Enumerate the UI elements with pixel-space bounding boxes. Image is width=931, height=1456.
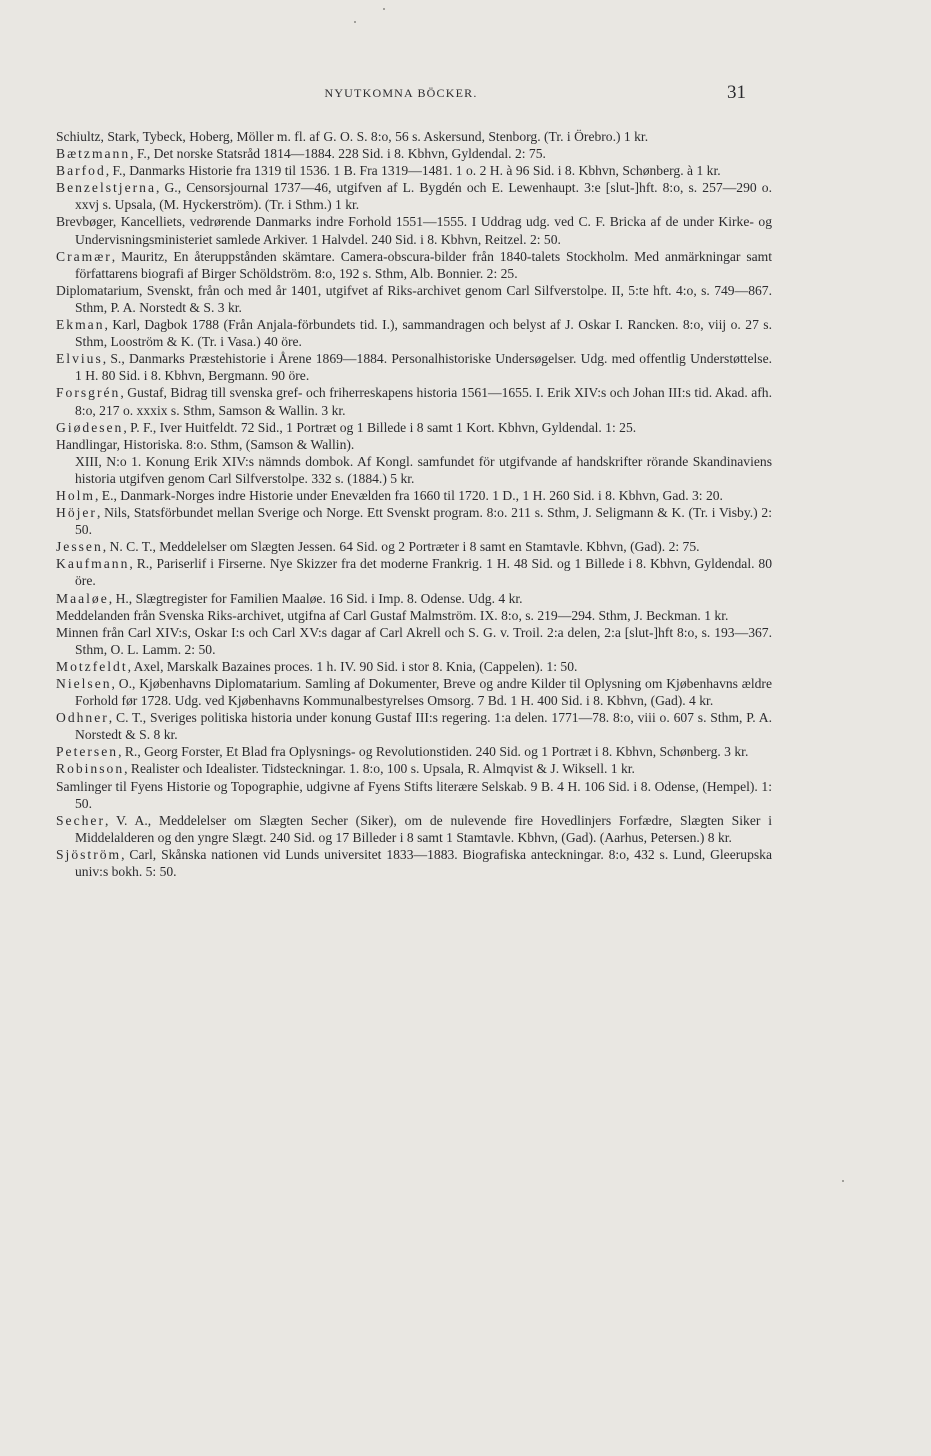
bibliography-entry: [56, 282, 772, 316]
bibliography-entry: [56, 709, 772, 743]
page-header: [56, 82, 746, 104]
bibliography-subentry: [56, 453, 772, 487]
entry-text: , Karl, Dagbok 1788 (Från Anjala-förbundets tid. I.), sammandragen och belyst af J. Oskar I. Rancken. 8:o, viij o. 27 s. Sthm, Looström & K. (Tr. i Vasa.) 40 öre.: [75, 317, 772, 350]
entry-text: , V. A., Meddelelser om Slægten Secher (Siker), om de nulevende fire Hovedlinjers Forfædre, Slægten Siker i Middelalderen og den yngre Slægt. 240 Sid. og 17 Billeder i 8 samt 1 Stamtavle. Kbhvn, (Gad). (Aarhus, Petersen.) 8 kr.: [75, 812, 772, 845]
entry-lead: Meddelanden från Svenska Riks-archivet, utgifna af Carl Gustaf Malmström. IX. 8:o, s. 219—294. Sthm, J. Beckman. 1 kr.: [56, 607, 729, 623]
bibliography-entry: [56, 145, 772, 162]
bibliography-list: [56, 128, 772, 880]
bibliography-entry: [56, 384, 772, 418]
bibliography-entry: [56, 179, 772, 213]
entry-text: , C. T., Sveriges politiska historia under konung Gustaf III:s regering. 1:a delen. 1771—78. 8:o, viii o. 607 s. Sthm, P. A. Norstedt & S. 8 kr.: [75, 710, 772, 743]
entry-lead: Schiultz, Stark, Tybeck, Hoberg, Möller m. fl. af G. O. S. 8:o, 56 s. Askersund, Stenborg. (Tr. i Örebro.) 1 kr.: [56, 129, 649, 144]
bibliography-entry: [56, 538, 772, 555]
entry-author: Höjer: [56, 505, 97, 521]
bibliography-entry: [56, 812, 772, 846]
bibliography-entry: [56, 675, 772, 709]
entry-text: , R., Georg Forster, Et Blad fra Oplysnings- og Revolutionstiden. 240 Sid. og 1 Portræt i 8. Kbhvn, Schønberg. 3 kr.: [118, 744, 749, 760]
entry-text: , N. C. T., Meddelelser om Slægten Jessen. 64 Sid. og 2 Portræter i 8 samt en Stamtavle. Kbhvn, (Gad). 2: 75.: [102, 539, 700, 555]
entry-author: Ekman: [56, 317, 105, 333]
entry-text: , R., Pariserlif i Firserne. Nye Skizzer fra det moderne Frankrig. 1 H. 48 Sid. og 1 Billede i 8. Kbhvn, Gyldendal. 80 öre.: [75, 556, 772, 589]
bibliography-entry: [56, 590, 772, 607]
running-title: NYUTKOMNA BÖCKER.: [324, 86, 478, 100]
entry-author: Motzfeldt: [56, 658, 128, 674]
entry-author: Maaløe: [56, 590, 109, 606]
entry-lead: Minnen från Carl XIV:s, Oskar I:s och Carl XV:s dagar af Carl Akrell och S. G. v. Troil. 2:a delen, 2:a [slut-]hft 8:o, s. 193—367. Sthm, O. L. Lamm. 2: 50.: [56, 624, 772, 657]
bibliography-entry: [56, 607, 772, 624]
entry-text: , Mauritz, En återuppstånden skämtare. Camera-obscura-bilder från 1840-talets Stockholm. Med anmärkningar samt författarens biografi af Birger Schöldström. 8:o, 192 s. Sthm, Alb. Bonnier. 2: 25.: [75, 248, 772, 281]
bibliography-entry: [56, 504, 772, 538]
entry-text: , G., Censorsjournal 1737—46, utgifven af L. Bygdén och E. Lewenhaupt. 3:e [slut-]hft. 8:o, s. 257—290 o. xxvj s. Upsala, (M. Hyckerström). (Tr. i Sthm.) 1 kr.: [75, 180, 772, 213]
entry-subtext: XIII, N:o 1. Konung Erik XIV:s nämnds dombok. Af Kongl. samfundet för utgifvande af handskrifter rörande Skandinaviens historia utgifven genom Carl Silfverstolpe. 332 s. (1884.) 5 kr.: [75, 453, 772, 486]
entry-author: Sjöström: [56, 846, 122, 862]
entry-text: , E., Danmark-Norges indre Historie under Enevælden fra 1660 til 1720. 1 D., 1 H. 260 Sid. i 8. Kbhvn, Gad. 3: 20.: [94, 487, 723, 503]
entry-author: Barfod: [56, 163, 106, 179]
page-number: 31: [727, 82, 746, 103]
entry-lead: Brevbøger, Kancelliets, vedrørende Danmarks indre Forhold 1551—1555. I Uddrag udg. ved C. F. Bricka af de under Kirke- og Undervisningsministeriet samlede Arkiver. 1 Halvdel. 240 Sid. i 8. Kbhvn, Reitzel. 2: 50.: [56, 214, 772, 247]
entry-text: , Carl, Skånska nationen vid Lunds universitet 1833—1883. Biografiska anteckningar. 8:o, 432 s. Lund, Gleerupska univ:s bokh. 5: 50.: [75, 846, 772, 880]
bibliography-entry: [56, 419, 772, 436]
bibliography-entry: [56, 162, 772, 179]
entry-author: Jessen: [56, 539, 103, 555]
bibliography-entry: [56, 760, 772, 777]
entry-text: , Gustaf, Bidrag till svenska gref- och friherreskapens historia 1561—1655. I. Erik XIV:s och Johan III:s tid. Akad. afh. 8:o, 217 o. xxxix s. Sthm, Samson & Wallin. 3 kr.: [75, 385, 772, 418]
bibliography-entry: [56, 846, 772, 880]
bibliography-entry: [56, 743, 772, 760]
bibliography-entry: [56, 487, 772, 504]
bibliography-entry: [56, 778, 772, 812]
entry-author: Petersen: [56, 744, 119, 760]
entry-author: Giødesen: [56, 419, 124, 435]
bibliography-entry: [56, 436, 772, 453]
entry-author: Benzelstjerna: [56, 180, 156, 196]
entry-author: Elvius: [56, 351, 103, 367]
entry-text: , P. F., Iver Huitfeldt. 72 Sid., 1 Portræt og 1 Billede i 8 samt 1 Kort. Kbhvn, Gyldendal. 1: 25.: [123, 419, 637, 435]
entry-text: , O., Kjøbenhavns Diplomatarium. Samling af Dokumenter, Breve og andre Kilder til Oplysning om Kjøbenhavns ældre Forhold før 1728. Udg. ved Kjøbenhavns Kommunalbestyrelses Omsorg. 7 Bd. 1 H. 400 Sid. i 8. Kbhvn, (Gad). 4 kr.: [75, 676, 772, 709]
entry-author: Holm: [56, 487, 95, 503]
entry-author: Forsgrén: [56, 385, 121, 401]
bibliography-entry: [56, 624, 772, 658]
entry-author: Nielsen: [56, 676, 112, 691]
entry-author: Secher: [56, 812, 105, 828]
bibliography-entry: [56, 350, 772, 384]
entry-author: Bætzmann: [56, 146, 131, 162]
bibliography-entry: [56, 555, 772, 589]
bibliography-entry: [56, 658, 772, 675]
entry-text: , F., Danmarks Historie fra 1319 til 1536. 1 B. Fra 1319—1481. 1 o. 2 H. à 96 Sid. i 8. Kbhvn, Schønberg. à 1 kr.: [105, 163, 721, 179]
entry-lead: Handlingar, Historiska. 8:o. Sthm, (Samson & Wallin).: [56, 436, 355, 452]
entry-author: Odhner: [56, 710, 109, 726]
entry-lead: Diplomatarium, Svenskt, från och med år 1401, utgifvet af Riks-archivet genom Carl Silfverstolpe. II, 5:te hft. 4:o, s. 749—867. Sthm, P. A. Norstedt & S. 3 kr.: [56, 282, 772, 315]
entry-text: , S., Danmarks Præstehistorie i Årene 1869—1884. Personalhistoriske Undersøgelser. Udg. med offentlig Understøttelse. 1 H. 80 Sid. i 8. Kbhvn, Bergmann. 90 öre.: [75, 351, 772, 384]
bibliography-entry: [56, 316, 772, 350]
entry-text: , Nils, Statsförbundet mellan Sverige och Norge. Ett Svenskt program. 8:o. 211 s. Sthm, J. Seligmann & K. (Tr. i Visby.) 2: 50.: [75, 505, 772, 538]
entry-text: , H., Slægtregister for Familien Maaløe. 16 Sid. i Imp. 8. Odense. Udg. 4 kr.: [108, 590, 523, 606]
bibliography-entry: [56, 128, 772, 145]
paper-speck: [383, 8, 385, 10]
entry-text: , Axel, Marskalk Bazaines proces. 1 h. IV. 90 Sid. i stor 8. Knia, (Cappelen). 1: 50.: [127, 658, 578, 674]
entry-author: Robinson: [56, 761, 125, 777]
entry-author: Cramær: [56, 248, 112, 264]
entry-lead: Samlinger til Fyens Historie og Topographie, udgivne af Fyens Stifts literære Selskab. 9 B. 4 H. 106 Sid. i 8. Odense, (Hempel). 1: 50.: [56, 778, 772, 811]
bibliography-entry: [56, 213, 772, 247]
paper-speck: [354, 21, 356, 23]
paper-speck: [842, 1180, 844, 1182]
entry-text: , Realister och Idealister. Tidsteckningar. 1. 8:o, 100 s. Upsala, R. Almqvist & J. Wiksell. 1 kr.: [124, 761, 635, 777]
entry-text: , F., Det norske Statsråd 1814—1884. 228 Sid. i 8. Kbhvn, Gyldendal. 2: 75.: [130, 146, 546, 162]
bibliography-entry: [56, 248, 772, 282]
entry-author: Kaufmann: [56, 556, 130, 572]
